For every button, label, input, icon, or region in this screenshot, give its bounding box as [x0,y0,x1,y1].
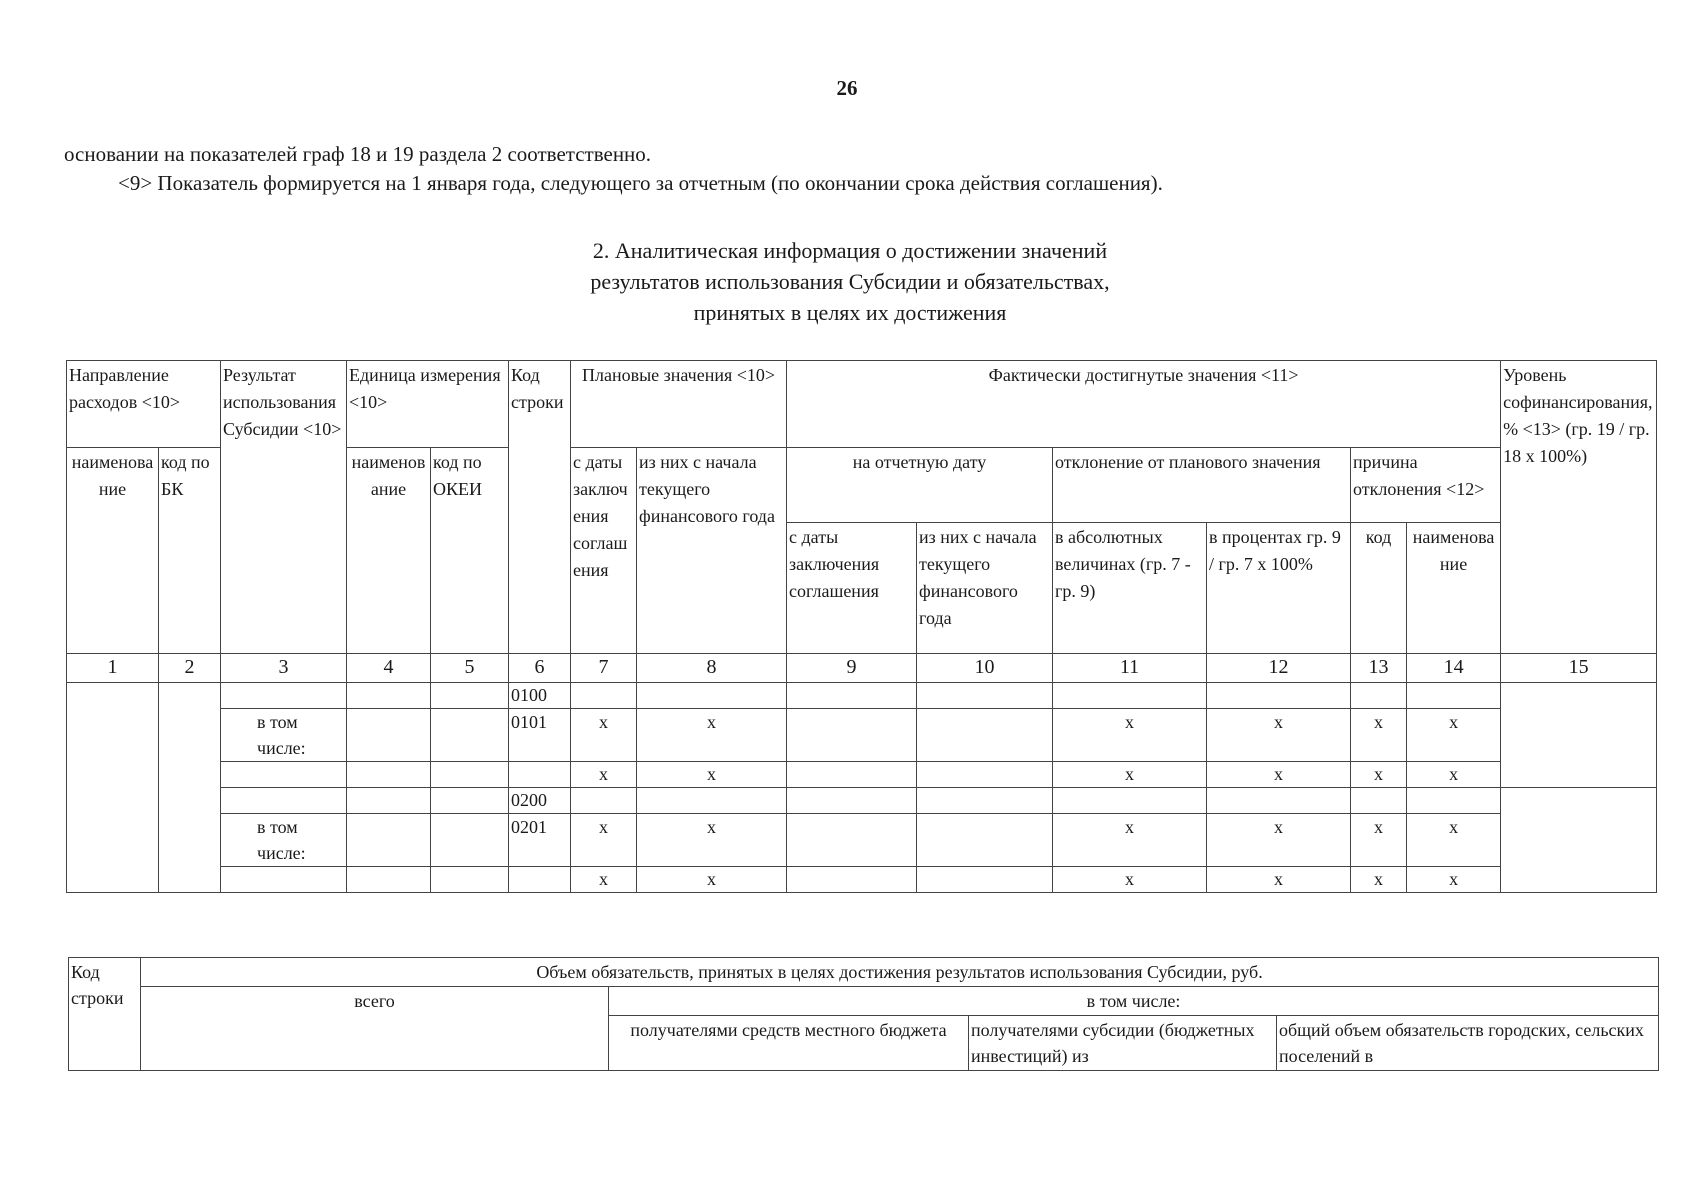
cell-value [1207,788,1351,814]
column-number: 2 [159,654,221,683]
header-reason-code: код [1351,523,1407,654]
cell-value [917,709,1053,762]
cell-okei [431,709,509,762]
column-number: 3 [221,654,347,683]
cell-x: x [571,709,637,762]
cell-cofinancing [1501,788,1657,893]
cell-x: x [1207,709,1351,762]
cell-result [221,683,347,709]
analytical-info-table [66,360,1657,893]
cell-result [221,788,347,814]
cell-x: x [637,867,787,893]
cell-x: x [571,762,637,788]
column-number: 6 [509,654,571,683]
column-number: 9 [787,654,917,683]
cell-unit-name [347,709,431,762]
cell-value [571,683,637,709]
section-title-line-2: результатов использования Субсидии и обязательствах, [590,269,1110,294]
column-number: 5 [431,654,509,683]
header-reason-name: наименование [1407,523,1501,654]
header-line-code: Код строки [509,361,571,654]
obligations-header-including: в том числе: [609,987,1659,1016]
header-cofinancing: Уровень софинансирования, % <13> (гр. 19 / гр. 18 x 100%) [1501,361,1657,654]
cell-unit-name [347,762,431,788]
footnote-9: <9> Показатель формируется на 1 января года, следующего за отчетным (по окончании срока действия соглашения). [118,171,1163,195]
column-number: 11 [1053,654,1207,683]
section-title-line-1: 2. Аналитическая информация о достижении значений [592,238,1108,263]
cell-x: x [571,867,637,893]
header-bk-code: код по БК [159,448,221,654]
cell-unit-name [347,788,431,814]
cell-x: x [637,814,787,867]
cell-line-code [509,867,571,893]
page-number: 26 [836,76,858,100]
cell-x: x [1407,814,1501,867]
cell-x: x [1053,867,1207,893]
header-actual-from-fy-start: из них с начала текущего финансового года [917,523,1053,654]
cell-x: x [1407,867,1501,893]
obligations-header-subsidy-recipients: получателями субсидии (бюджетных инвестиций) из [969,1016,1277,1071]
column-number: 10 [917,654,1053,683]
cell-value [917,762,1053,788]
cell-x: x [1053,709,1207,762]
table-row [67,683,1657,709]
table-row [67,709,1657,762]
header-okei-code: код по ОКЕИ [431,448,509,654]
cell-value [1407,683,1501,709]
column-number: 1 [67,654,159,683]
cell-line-code: 0101 [509,709,571,762]
cell-x: x [1207,814,1351,867]
cell-result [221,762,347,788]
cell-value [787,762,917,788]
cell-line-code: 0200 [509,788,571,814]
header-direction: Направление расходов <10> [67,361,221,448]
cell-line-code: 0100 [509,683,571,709]
cell-okei [431,788,509,814]
header-result: Результат использования Субсидии <10> [221,361,347,654]
cell-x: x [1407,762,1501,788]
cell-value [1053,788,1207,814]
obligations-header-line-code: Код строки [69,958,141,1071]
cell-x: x [637,762,787,788]
header-deviation-reason: причина отклонения <12> [1351,448,1501,523]
header-actual-from-agreement: с даты заключения соглашения [787,523,917,654]
cell-line-code: 0201 [509,814,571,867]
cell-x: x [1351,814,1407,867]
cell-value [1053,683,1207,709]
cell-result [221,867,347,893]
header-planned: Плановые значения <10> [571,361,787,448]
cell-value [1351,788,1407,814]
header-unit: Единица измерения <10> [347,361,509,448]
column-number: 7 [571,654,637,683]
header-planned-from-agreement: с даты заключения соглашения [571,448,637,654]
header-deviation-abs: в абсолютных величинах (гр. 7 - гр. 9) [1053,523,1207,654]
cell-x: x [1351,762,1407,788]
column-numbers-row [67,654,1657,683]
cell-unit-name [347,683,431,709]
cell-value [917,814,1053,867]
cell-including-label: в том числе: [221,709,347,762]
cell-x: x [1053,762,1207,788]
cell-x: x [637,709,787,762]
header-direction-name: наименование [67,448,159,654]
cell-including-label: в том числе: [221,814,347,867]
header-deviation: отклонение от планового значения [1053,448,1351,523]
cell-x: x [571,814,637,867]
cell-x: x [1351,867,1407,893]
cell-value [787,814,917,867]
column-number: 4 [347,654,431,683]
footnote-continuation: основании на показателей граф 18 и 19 раздела 2 соответственно. [64,142,652,166]
cell-unit-name [347,814,431,867]
table-row [67,867,1657,893]
cell-value [571,788,637,814]
cell-line-code [509,762,571,788]
cell-x: x [1207,867,1351,893]
column-number: 12 [1207,654,1351,683]
column-number: 14 [1407,654,1501,683]
cell-value [917,788,1053,814]
cell-cofinancing [1501,683,1657,788]
column-number: 15 [1501,654,1657,683]
header-planned-from-fy-start: из них с начала текущего финансового года [637,448,787,654]
cell-okei [431,867,509,893]
header-deviation-percent: в процентах гр. 9 / гр. 7 x 100% [1207,523,1351,654]
cell-value [787,788,917,814]
cell-bk-code [159,683,221,893]
section-title-line-3: принятых в целях их достижения [693,300,1007,325]
cell-unit-name [347,867,431,893]
header-on-report-date: на отчетную дату [787,448,1053,523]
table-row [67,788,1657,814]
cell-x: x [1207,762,1351,788]
cell-value [787,867,917,893]
cell-value [1207,683,1351,709]
cell-x: x [1053,814,1207,867]
column-number: 8 [637,654,787,683]
cell-value [637,788,787,814]
header-actual: Фактически достигнутые значения <11> [787,361,1501,448]
column-number: 13 [1351,654,1407,683]
obligations-header-local-budget: получателями средств местного бюджета [609,1016,969,1071]
cell-value [1351,683,1407,709]
table-row [67,762,1657,788]
cell-value [787,683,917,709]
cell-value [1407,788,1501,814]
cell-x: x [1407,709,1501,762]
cell-value [917,683,1053,709]
obligations-header-total: всего [141,987,609,1071]
cell-okei [431,762,509,788]
table-row [67,814,1657,867]
cell-value [787,709,917,762]
obligations-header-volume: Объем обязательств, принятых в целях достижения результатов использования Субсидии, руб. [141,958,1659,987]
obligations-header-total-volume: общий объем обязательств городских, сельских поселений в [1277,1016,1659,1071]
cell-direction-name [67,683,159,893]
cell-okei [431,683,509,709]
cell-okei [431,814,509,867]
header-unit-name: наименование [347,448,431,654]
cell-x: x [1351,709,1407,762]
cell-value [917,867,1053,893]
obligations-table [68,957,1659,1071]
section-title [450,235,1250,328]
cell-value [637,683,787,709]
